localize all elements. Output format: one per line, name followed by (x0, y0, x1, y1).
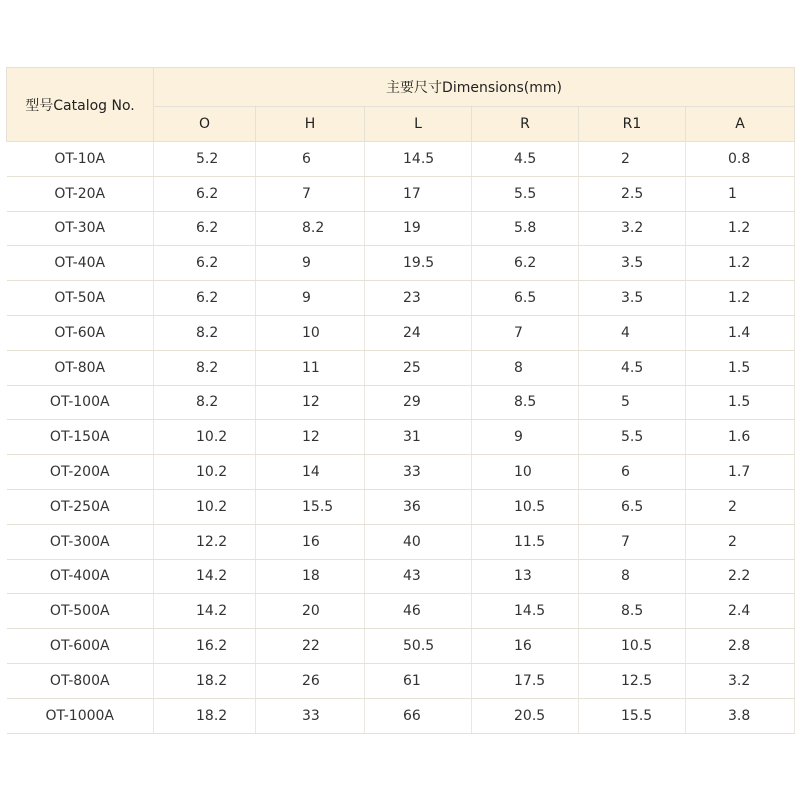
value-cell: 18.2 (154, 663, 256, 698)
catalog-cell: OT-200A (7, 455, 154, 490)
value-cell: 14.5 (472, 594, 579, 629)
value-cell: 3.8 (686, 698, 795, 733)
value-cell: 8.5 (472, 385, 579, 420)
value-cell: 13 (472, 559, 579, 594)
column-header-o: O (154, 106, 256, 141)
catalog-cell: OT-20A (7, 176, 154, 211)
table-row (7, 663, 795, 698)
value-cell: 5.5 (472, 176, 579, 211)
column-header-r: R (472, 106, 579, 141)
catalog-cell: OT-50A (7, 281, 154, 316)
table-row (7, 246, 795, 281)
value-cell: 25 (365, 350, 472, 385)
value-cell: 2 (579, 142, 686, 177)
value-cell: 18.2 (154, 698, 256, 733)
value-cell: 1.7 (686, 455, 795, 490)
value-cell: 31 (365, 420, 472, 455)
value-cell: 10 (472, 455, 579, 490)
value-cell: 16.2 (154, 629, 256, 664)
value-cell: 15.5 (256, 489, 365, 524)
table-row (7, 350, 795, 385)
value-cell: 2.2 (686, 559, 795, 594)
table-row (7, 455, 795, 490)
column-header-l: L (365, 106, 472, 141)
value-cell: 6.2 (154, 211, 256, 246)
value-cell: 3.5 (579, 246, 686, 281)
value-cell: 11.5 (472, 524, 579, 559)
value-cell: 7 (579, 524, 686, 559)
value-cell: 61 (365, 663, 472, 698)
value-cell: 17 (365, 176, 472, 211)
catalog-cell: OT-100A (7, 385, 154, 420)
value-cell: 23 (365, 281, 472, 316)
value-cell: 2.8 (686, 629, 795, 664)
value-cell: 20 (256, 594, 365, 629)
value-cell: 8 (472, 350, 579, 385)
value-cell: 46 (365, 594, 472, 629)
value-cell: 5 (579, 385, 686, 420)
catalog-cell: OT-60A (7, 315, 154, 350)
catalog-cell: OT-1000A (7, 698, 154, 733)
catalog-cell: OT-30A (7, 211, 154, 246)
value-cell: 5.2 (154, 142, 256, 177)
value-cell: 17.5 (472, 663, 579, 698)
value-cell: 1.4 (686, 315, 795, 350)
value-cell: 1.5 (686, 385, 795, 420)
value-cell: 11 (256, 350, 365, 385)
value-cell: 2 (686, 489, 795, 524)
table-header (7, 68, 795, 142)
catalog-cell: OT-10A (7, 142, 154, 177)
value-cell: 7 (472, 315, 579, 350)
value-cell: 4.5 (472, 142, 579, 177)
value-cell: 6.2 (154, 281, 256, 316)
table-row (7, 629, 795, 664)
catalog-cell: OT-80A (7, 350, 154, 385)
value-cell: 19.5 (365, 246, 472, 281)
value-cell: 2 (686, 524, 795, 559)
value-cell: 8.5 (579, 594, 686, 629)
value-cell: 12.2 (154, 524, 256, 559)
table-row (7, 559, 795, 594)
value-cell: 6.2 (472, 246, 579, 281)
value-cell: 14 (256, 455, 365, 490)
value-cell: 3.5 (579, 281, 686, 316)
value-cell: 6 (579, 455, 686, 490)
catalog-cell: OT-300A (7, 524, 154, 559)
table-body (7, 142, 795, 734)
value-cell: 2.4 (686, 594, 795, 629)
value-cell: 15.5 (579, 698, 686, 733)
catalog-cell: OT-40A (7, 246, 154, 281)
value-cell: 14.5 (365, 142, 472, 177)
dimensions-table (6, 67, 795, 734)
value-cell: 10.2 (154, 455, 256, 490)
value-cell: 10.5 (472, 489, 579, 524)
value-cell: 6.2 (154, 176, 256, 211)
value-cell: 8.2 (154, 385, 256, 420)
value-cell: 7 (256, 176, 365, 211)
catalog-cell: OT-250A (7, 489, 154, 524)
value-cell: 6.5 (472, 281, 579, 316)
value-cell: 33 (256, 698, 365, 733)
table-row (7, 315, 795, 350)
value-cell: 19 (365, 211, 472, 246)
value-cell: 9 (256, 281, 365, 316)
table-row (7, 594, 795, 629)
catalog-cell: OT-800A (7, 663, 154, 698)
catalog-cell: OT-600A (7, 629, 154, 664)
value-cell: 24 (365, 315, 472, 350)
value-cell: 1.2 (686, 246, 795, 281)
value-cell: 6.2 (154, 246, 256, 281)
value-cell: 26 (256, 663, 365, 698)
value-cell: 12 (256, 385, 365, 420)
table-row (7, 281, 795, 316)
value-cell: 1.5 (686, 350, 795, 385)
value-cell: 10.5 (579, 629, 686, 664)
value-cell: 16 (256, 524, 365, 559)
catalog-cell: OT-500A (7, 594, 154, 629)
value-cell: 50.5 (365, 629, 472, 664)
value-cell: 66 (365, 698, 472, 733)
value-cell: 6.5 (579, 489, 686, 524)
catalog-header: 型号Catalog No. (7, 68, 154, 142)
spec-table-container (6, 67, 794, 734)
table-row (7, 489, 795, 524)
table-row (7, 211, 795, 246)
value-cell: 16 (472, 629, 579, 664)
value-cell: 29 (365, 385, 472, 420)
value-cell: 43 (365, 559, 472, 594)
value-cell: 12 (256, 420, 365, 455)
value-cell: 14.2 (154, 559, 256, 594)
value-cell: 6 (256, 142, 365, 177)
table-row (7, 524, 795, 559)
value-cell: 9 (256, 246, 365, 281)
table-row (7, 385, 795, 420)
value-cell: 1 (686, 176, 795, 211)
value-cell: 9 (472, 420, 579, 455)
value-cell: 1.2 (686, 281, 795, 316)
value-cell: 3.2 (686, 663, 795, 698)
catalog-cell: OT-400A (7, 559, 154, 594)
value-cell: 8 (579, 559, 686, 594)
value-cell: 8.2 (154, 315, 256, 350)
value-cell: 40 (365, 524, 472, 559)
value-cell: 10 (256, 315, 365, 350)
value-cell: 14.2 (154, 594, 256, 629)
value-cell: 3.2 (579, 211, 686, 246)
value-cell: 2.5 (579, 176, 686, 211)
value-cell: 5.8 (472, 211, 579, 246)
value-cell: 1.2 (686, 211, 795, 246)
value-cell: 36 (365, 489, 472, 524)
value-cell: 18 (256, 559, 365, 594)
value-cell: 8.2 (256, 211, 365, 246)
column-header-h: H (256, 106, 365, 141)
value-cell: 5.5 (579, 420, 686, 455)
value-cell: 33 (365, 455, 472, 490)
value-cell: 1.6 (686, 420, 795, 455)
value-cell: 10.2 (154, 489, 256, 524)
value-cell: 20.5 (472, 698, 579, 733)
table-row (7, 420, 795, 455)
value-cell: 4.5 (579, 350, 686, 385)
value-cell: 0.8 (686, 142, 795, 177)
catalog-cell: OT-150A (7, 420, 154, 455)
value-cell: 22 (256, 629, 365, 664)
dimensions-header: 主要尺寸Dimensions(mm) (154, 68, 795, 107)
value-cell: 10.2 (154, 420, 256, 455)
value-cell: 8.2 (154, 350, 256, 385)
value-cell: 4 (579, 315, 686, 350)
value-cell: 12.5 (579, 663, 686, 698)
column-header-r1: R1 (579, 106, 686, 141)
table-row (7, 698, 795, 733)
table-row (7, 176, 795, 211)
table-row (7, 142, 795, 177)
column-header-a: A (686, 106, 795, 141)
